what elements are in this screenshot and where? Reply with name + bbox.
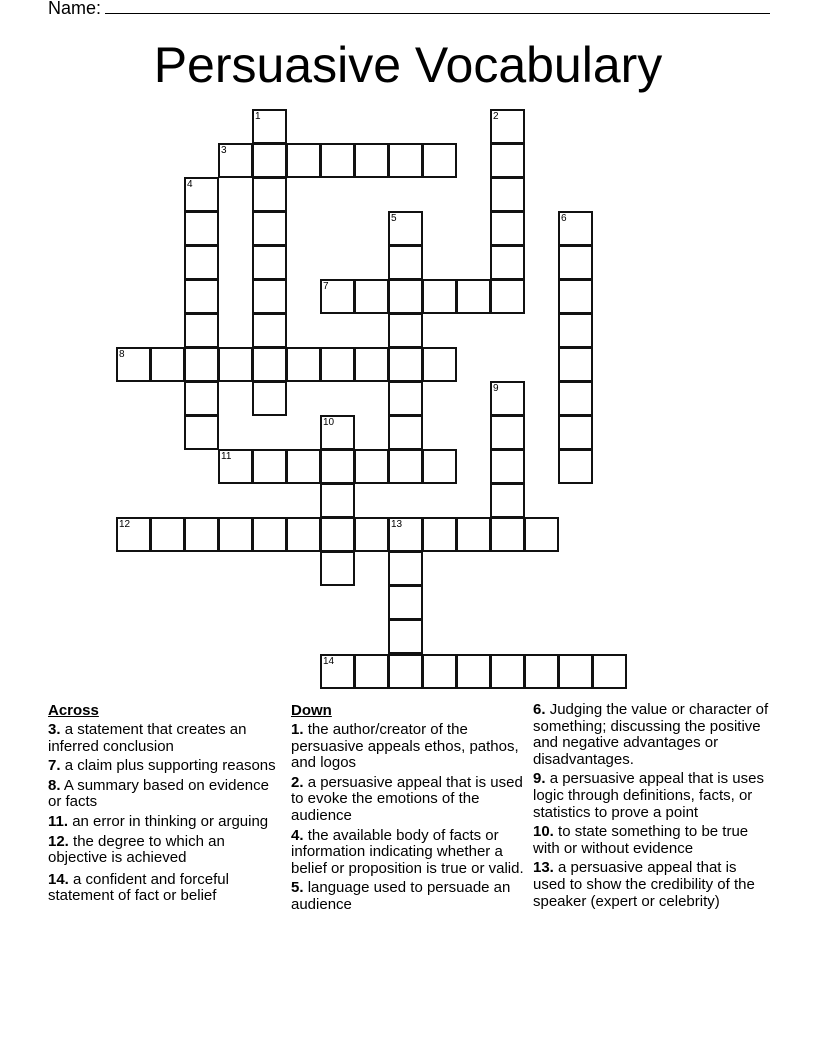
grid-cell[interactable] xyxy=(184,245,219,280)
grid-cell[interactable] xyxy=(490,245,525,280)
grid-cell[interactable] xyxy=(422,449,457,484)
grid-cell[interactable] xyxy=(286,143,321,178)
grid-cell[interactable] xyxy=(252,211,287,246)
grid-cell[interactable] xyxy=(252,313,287,348)
name-blank-line[interactable] xyxy=(105,0,770,14)
grid-cell[interactable] xyxy=(252,449,287,484)
grid-cell[interactable] xyxy=(388,415,423,450)
grid-cell[interactable] xyxy=(490,279,525,314)
grid-cell[interactable] xyxy=(354,654,389,689)
grid-cell[interactable] xyxy=(388,211,423,246)
across-heading: Across xyxy=(48,702,99,719)
grid-cell[interactable] xyxy=(388,143,423,178)
grid-cell[interactable] xyxy=(422,347,457,382)
crossword-grid xyxy=(117,110,677,700)
grid-cell[interactable] xyxy=(388,619,423,654)
clue-down-13: 13. a persuasive appeal that is used to show the credibility of the speaker (expert or celebrity) xyxy=(533,859,755,910)
grid-cell[interactable] xyxy=(320,347,355,382)
clue-number: 9 xyxy=(493,383,499,394)
clue-number: 3 xyxy=(221,145,227,156)
grid-cell[interactable] xyxy=(490,109,525,144)
grid-cell[interactable] xyxy=(388,245,423,280)
grid-cell[interactable] xyxy=(320,143,355,178)
grid-cell[interactable] xyxy=(286,449,321,484)
clue-number: 1 xyxy=(255,111,261,122)
grid-cell[interactable] xyxy=(286,517,321,552)
grid-cell[interactable] xyxy=(150,347,185,382)
grid-cell[interactable] xyxy=(252,347,287,382)
grid-cell[interactable] xyxy=(252,245,287,280)
clue-down-2: 2. a persuasive appeal that is used to evoke the emotions of the audience xyxy=(291,773,523,824)
grid-cell[interactable] xyxy=(388,381,423,416)
grid-cell[interactable] xyxy=(320,483,355,518)
grid-cell[interactable] xyxy=(116,347,151,382)
grid-cell[interactable] xyxy=(388,347,423,382)
grid-cell[interactable] xyxy=(150,517,185,552)
grid-cell[interactable] xyxy=(252,279,287,314)
grid-cell[interactable] xyxy=(388,449,423,484)
grid-cell[interactable] xyxy=(490,177,525,212)
grid-cell[interactable] xyxy=(558,415,593,450)
clue-number: 2 xyxy=(493,111,499,122)
across-clues xyxy=(48,702,278,908)
grid-cell[interactable] xyxy=(490,483,525,518)
clue-across-7: 7. a claim plus supporting reasons xyxy=(48,757,276,775)
grid-cell[interactable] xyxy=(354,347,389,382)
grid-cell[interactable] xyxy=(320,279,355,314)
clue-down-6: 6. Judging the value or character of something; discussing the positive and negative advantages or disadvantages. xyxy=(533,701,769,768)
name-field[interactable] xyxy=(48,0,770,19)
grid-cell[interactable] xyxy=(456,279,491,314)
grid-cell[interactable] xyxy=(286,347,321,382)
grid-cell[interactable] xyxy=(252,517,287,552)
grid-cell[interactable] xyxy=(320,654,355,689)
grid-cell[interactable] xyxy=(184,517,219,552)
clue-number: 5 xyxy=(391,213,397,224)
name-label: Name: xyxy=(48,0,102,18)
grid-cell[interactable] xyxy=(558,347,593,382)
clue-number: 4 xyxy=(187,179,193,190)
grid-cell[interactable] xyxy=(218,347,253,382)
grid-cell[interactable] xyxy=(558,245,593,280)
grid-cell[interactable] xyxy=(490,415,525,450)
clue-number: 12 xyxy=(119,519,131,530)
clue-down-9: 9. a persuasive appeal that is uses logic through definitions, facts, or statistics to prove a point xyxy=(533,770,764,821)
grid-cell[interactable] xyxy=(558,313,593,348)
grid-cell[interactable] xyxy=(184,347,219,382)
grid-cell[interactable] xyxy=(422,654,457,689)
grid-cell[interactable] xyxy=(490,381,525,416)
grid-cell[interactable] xyxy=(490,517,525,552)
grid-cell[interactable] xyxy=(184,177,219,212)
grid-cell[interactable] xyxy=(456,654,491,689)
grid-cell[interactable] xyxy=(558,381,593,416)
grid-cell[interactable] xyxy=(354,517,389,552)
down-clues xyxy=(291,702,526,917)
grid-cell[interactable] xyxy=(388,551,423,586)
grid-cell[interactable] xyxy=(558,449,593,484)
grid-cell[interactable] xyxy=(320,449,355,484)
grid-cell[interactable] xyxy=(558,279,593,314)
grid-cell[interactable] xyxy=(252,109,287,144)
clue-number: 13 xyxy=(391,519,403,530)
grid-cell[interactable] xyxy=(490,654,525,689)
grid-cell[interactable] xyxy=(524,654,559,689)
grid-cell[interactable] xyxy=(422,143,457,178)
grid-cell[interactable] xyxy=(388,279,423,314)
grid-cell[interactable] xyxy=(184,211,219,246)
grid-cell[interactable] xyxy=(354,279,389,314)
clue-number: 7 xyxy=(323,281,329,292)
clue-number: 10 xyxy=(323,417,335,428)
grid-cell[interactable] xyxy=(354,143,389,178)
grid-cell[interactable] xyxy=(490,211,525,246)
grid-cell[interactable] xyxy=(320,415,355,450)
grid-cell[interactable] xyxy=(184,381,219,416)
grid-cell[interactable] xyxy=(218,517,253,552)
grid-cell[interactable] xyxy=(354,449,389,484)
grid-cell[interactable] xyxy=(456,517,491,552)
clue-down-5: 5. language used to persuade an audience xyxy=(291,879,511,913)
grid-cell[interactable] xyxy=(184,279,219,314)
clue-across-3: 3. a statement that creates an inferred conclusion xyxy=(48,721,247,755)
grid-cell[interactable] xyxy=(388,517,423,552)
page-title: Persuasive Vocabulary xyxy=(153,37,663,93)
grid-cell[interactable] xyxy=(558,654,593,689)
grid-cell[interactable] xyxy=(490,143,525,178)
clue-down-1: 1. the author/creator of the persuasive appeals ethos, pathos, and logos xyxy=(291,721,519,772)
grid-cell[interactable] xyxy=(524,517,559,552)
grid-cell[interactable] xyxy=(252,177,287,212)
clue-down-10: 10. to state something to be true with or without evidence xyxy=(533,823,749,857)
clue-number: 14 xyxy=(323,656,335,667)
grid-cell[interactable] xyxy=(252,143,287,178)
grid-cell[interactable] xyxy=(388,313,423,348)
grid-cell[interactable] xyxy=(218,143,253,178)
grid-cell[interactable] xyxy=(558,211,593,246)
grid-cell[interactable] xyxy=(218,449,253,484)
grid-cell[interactable] xyxy=(388,585,423,620)
grid-cell[interactable] xyxy=(320,551,355,586)
grid-cell[interactable] xyxy=(388,654,423,689)
grid-cell[interactable] xyxy=(422,279,457,314)
down-clues-continued xyxy=(533,702,773,913)
grid-cell[interactable] xyxy=(490,449,525,484)
clue-number: 11 xyxy=(221,451,232,462)
clue-across-14: 14. a confident and forceful statement of fact or belief xyxy=(48,870,229,905)
grid-cell[interactable] xyxy=(116,517,151,552)
grid-cell[interactable] xyxy=(252,381,287,416)
clue-number: 8 xyxy=(119,349,125,360)
grid-cell[interactable] xyxy=(592,654,627,689)
clue-across-8: 8. A summary based on evidence or facts xyxy=(48,776,269,811)
clue-down-4: 4. the available body of facts or information indicating whether a belief or proposition is true or valid. xyxy=(291,826,524,877)
clue-number: 6 xyxy=(561,213,567,224)
clue-across-12: 12. the degree to which an objective is achieved xyxy=(48,832,225,867)
grid-cell[interactable] xyxy=(320,517,355,552)
grid-cell[interactable] xyxy=(184,415,219,450)
down-heading: Down xyxy=(291,702,332,719)
clue-across-11: 11. an error in thinking or arguing xyxy=(48,812,269,830)
grid-cell[interactable] xyxy=(184,313,219,348)
grid-cell[interactable] xyxy=(422,517,457,552)
